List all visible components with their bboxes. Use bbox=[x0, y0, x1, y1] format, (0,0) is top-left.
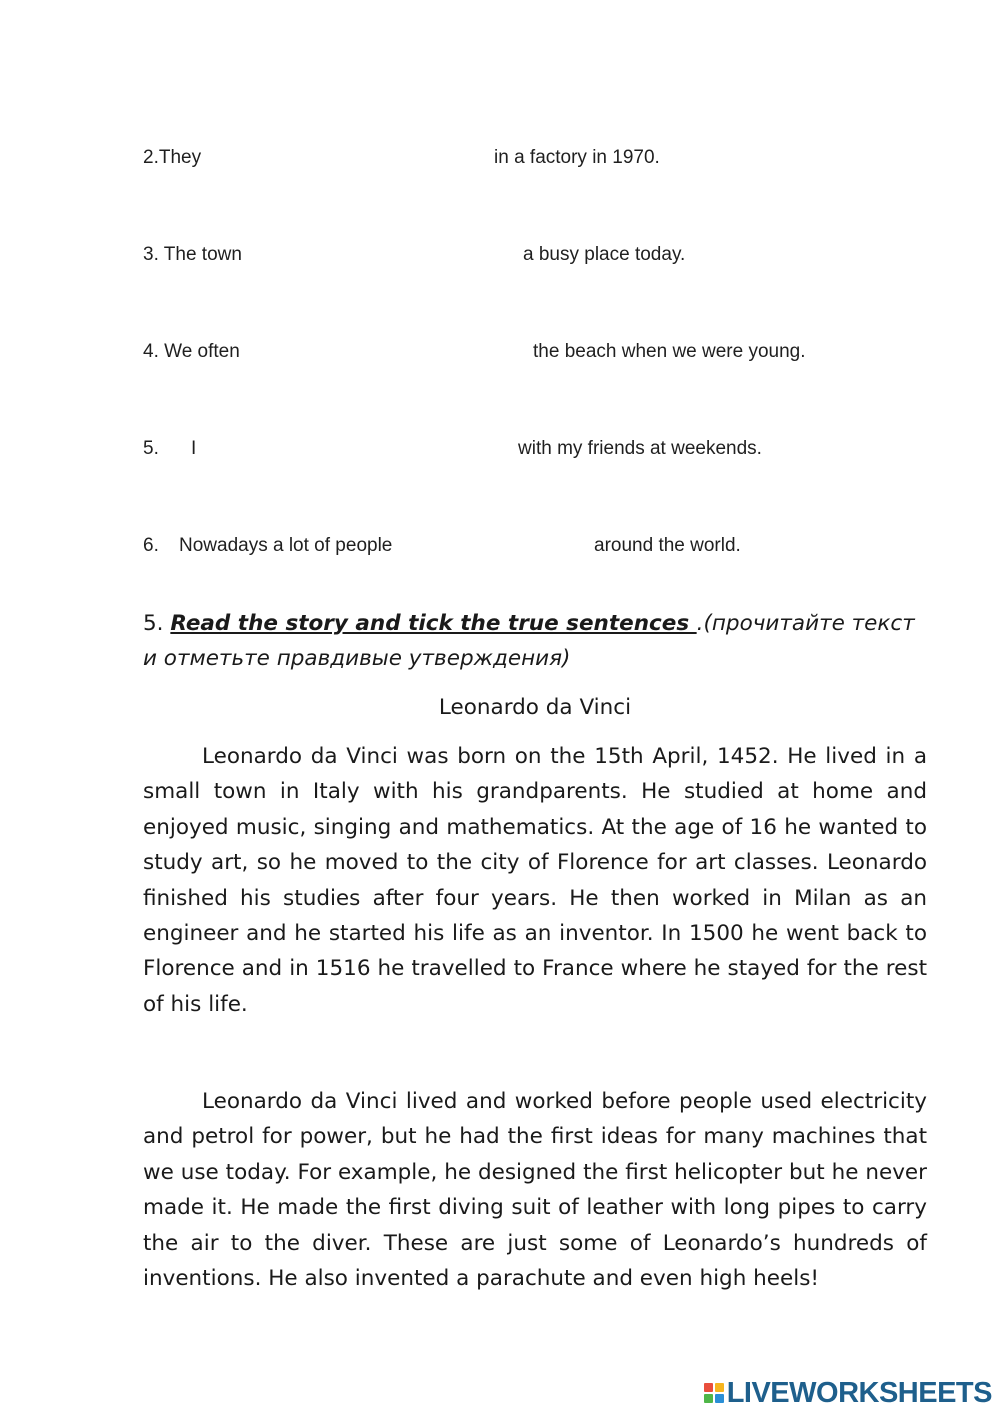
task-heading bbox=[143, 606, 933, 676]
item-3-before: 3. The town bbox=[143, 244, 242, 265]
item-5-before: I bbox=[191, 438, 197, 459]
item-6-after: around the world. bbox=[594, 535, 741, 556]
item-6-answer-input[interactable] bbox=[433, 528, 587, 562]
item-3-after: a busy place today. bbox=[523, 244, 686, 265]
item-2-answer-input[interactable] bbox=[223, 140, 487, 174]
liveworksheets-logo bbox=[704, 1377, 992, 1409]
task-instruction: Read the story and tick the true sentences bbox=[170, 611, 697, 636]
item-6-before: Nowadays a lot of people bbox=[179, 535, 393, 556]
story-paragraph: Leonardo da Vinci was born on the 15th April, 1452. He lived in a small town in Italy with his grandparents. He studied at home and enjoyed music, singing and mathematics. At the age of 16 he wanted to study art, so he moved to the city of Florence for art classes. Leonardo finished his studies after four years. He then worked in Milan as an engineer and he started his life as an inventor. In 1500 he went back to Florence and in 1516 he travelled to France where he stayed for the rest of his life. bbox=[143, 744, 927, 1017]
logo-text: LIVEWORKSHEETS bbox=[726, 1376, 992, 1409]
item-5-number: 5. bbox=[143, 438, 159, 459]
item-2-after: in a factory in 1970. bbox=[494, 147, 660, 168]
item-4-after: the beach when we were young. bbox=[533, 341, 806, 362]
story-paragraph: Leonardo da Vinci lived and worked before people used electricity and petrol for power, but he had the first ideas for many machines that we use today. For example, he designed the first helicopter but he never made it. He made the first diving suit of leather with long pipes to carry the air to the diver. These are just some of Leonardo’s hundreds of inventions. He also invented a parachute and even high heels! bbox=[143, 1089, 927, 1292]
item-6-number: 6. bbox=[143, 535, 159, 556]
task-number: 5. bbox=[143, 611, 164, 636]
item-3-answer-input[interactable] bbox=[273, 237, 517, 271]
item-4-answer-input[interactable] bbox=[273, 334, 527, 368]
story-title: Leonardo da Vinci bbox=[438, 695, 632, 720]
task-translation: .(прочитайте текст и отметьте правдивые утверждения) bbox=[143, 611, 915, 671]
logo-mark-icon bbox=[704, 1383, 724, 1403]
item-4-before: 4. We often bbox=[143, 341, 240, 362]
item-2-before: 2.They bbox=[143, 147, 202, 168]
item-5-answer-input[interactable] bbox=[213, 431, 512, 465]
item-5-after: with my friends at weekends. bbox=[518, 438, 762, 459]
